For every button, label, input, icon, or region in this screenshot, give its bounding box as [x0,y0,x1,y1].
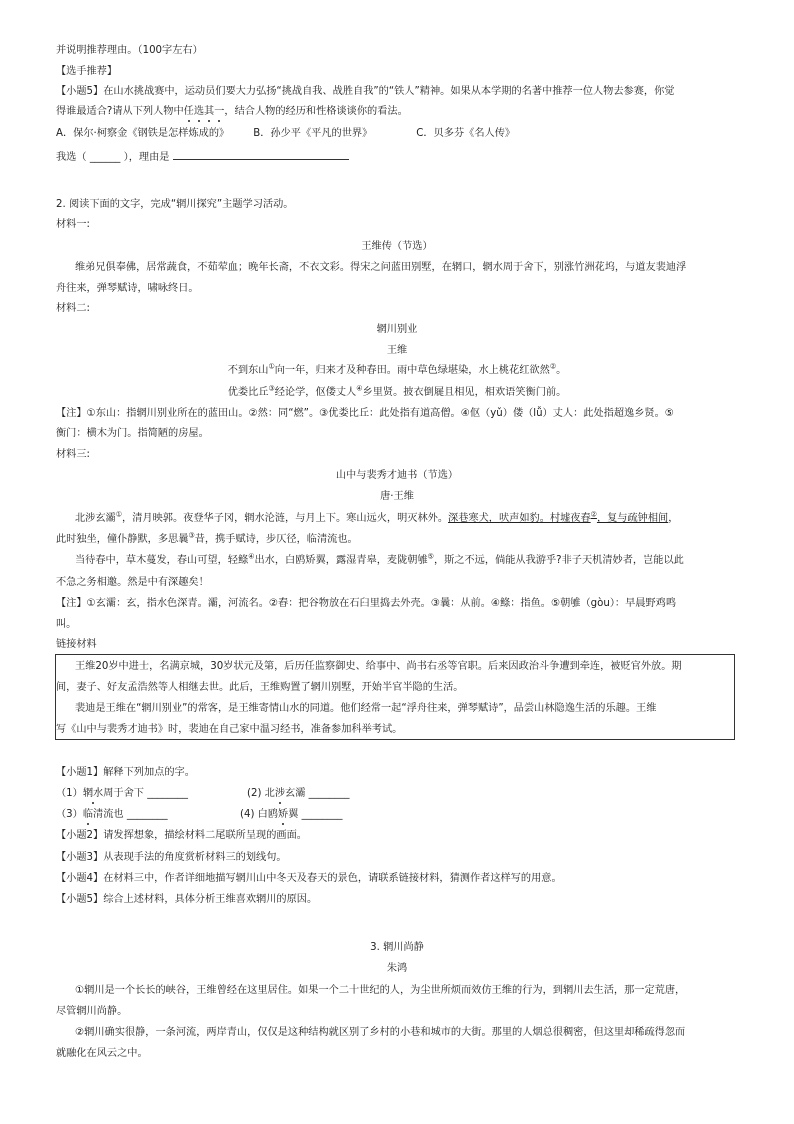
poem-author: 王维 [386,345,408,356]
dotted-char: 选 [193,106,205,117]
paragraph-line: 王维20岁中进士，名满京城，30岁状元及第，后历任监察御史、给事中、尚书右丞等官职。后来因政治斗争遭到牵连，被贬官外放。期 [75,661,682,672]
paragraph-line: 不急之务相邀。然是中有深趣矣！ [56,577,209,588]
poem-line: 不到东山①向一年，归来才及种春田。雨中草色绿堪染，水上桃花红欲然②。 [227,362,567,376]
paragraph-line: 当待春中，草木蔓发，春山可望，轻鲦④出水，白鸥矫翼，露湿青皋，麦陇朝雊⑤，斯之不远，倘能从我游乎?非子天机清妙者，岂能以此 [75,552,684,566]
material-title: 王维传（节选） [361,241,433,252]
question-5-line: 得谁最适合?请从下列人物中任选其一，结合人物的经历和性格谈谈你的看法。 [56,106,408,117]
question-5: 【小题5】综合上述材料，具体分析王维喜欢辋川的原因。 [56,894,318,905]
paragraph-line: 裴迪是王维在“辋川别业”的常客，是王维寄情山水的同道。他们经常一起“浮舟往来，弹琴赋诗”，品尝山林隐逸生活的乐趣。王维 [75,703,657,714]
question-1: 【小题1】解释下列加点的字。 [56,767,195,778]
material-label: 材料一: [56,219,90,230]
paragraph-line: 间，妻子、好友孟浩然等人相继去世。此后，王维购置了辋川别墅，开始半官半隐的生活。 [56,682,464,693]
link-material-label: 链接材料 [56,639,97,650]
reason-blank[interactable] [173,149,349,160]
option-c: C．贝多芬《名人传》 [416,128,516,139]
question-3: 【小题3】从表现手法的角度赏析材料三的划线句。 [56,852,287,863]
material-label: 材料二: [56,303,90,314]
answer-blank[interactable]: ________ [147,788,188,799]
answer-line: 我选（ ______ ），理由是 [56,149,349,165]
question-1-row: （1）辋水周于舍下 ________ [56,788,188,799]
material-author: 唐·王维 [380,491,414,502]
material-title: 山中与裴秀才迪书（节选） [335,470,459,481]
poem-title: 辋川别业 [376,324,418,335]
dotted-char: 辋水 [82,788,104,799]
paragraph-line: 维弟兄俱奉佛，居常蔬食，不茹荤血；晚年长斋，不衣文彩。得宋之问蓝田别墅，在辋口，辋水周于舍下，别涨竹洲花坞，与道友裴迪浮 [75,262,687,273]
question-1-row: (4) 白鸥矫翼 ________ [240,809,343,820]
note-line: 【注】①玄灞：玄，指水色深青。灞，河流名。②舂：把谷物放在石臼里捣去外壳。③曩：从前。④鲦：指鱼。⑤朝雊（gòu）：早晨野鸡鸣 [56,598,677,609]
answer-blank[interactable]: ________ [301,809,343,820]
note-line: 【注】①东山：指辋川别业所在的蓝田山。②然：同“燃”。③优娄比丘：此处指有道高僧。④伛（yǔ）偻（lǚ）丈人：此处指超逸乡贤。⑤ [56,408,674,419]
dotted-char: 涉 [274,788,286,799]
dotted-char: 矫 [278,809,289,820]
question-1-row: (2) 北涉玄灞 ________ [247,788,350,799]
answer-blank[interactable]: ______ [89,152,121,163]
text-line: 并说明推荐理由。（100字左右） [56,45,203,56]
poem-line: 优娄比丘③经论学，伛偻丈人④乡里贤。披衣倒屣且相见，相欢语笑衡门前。 [227,384,567,398]
paragraph-line: ②辋川确实很静，一条河流，两岸青山，仅仅是这种结构就区别了乡村的小巷和城市的大街。那里的人烟总很稠密，但这里却稀疏得忽而 [75,1027,686,1038]
question-2: 【小题2】请发挥想象，描绘材料二尾联所呈现的画面。 [56,830,307,841]
article-title: 3. 辋川尚静 [370,942,424,953]
underlined-sentence: ，复与疏钟相间 [596,513,669,524]
dotted-char: 其 [204,106,215,117]
options-line [56,127,515,141]
paragraph-line: 尽管辋川尚静。 [56,1006,128,1017]
dotted-char: 任 [183,106,194,117]
question-5-line: 【小题5】在山水挑战赛中，运动员们要大力弘扬“挑战自我、战胜自我”的“铁人”精神。如果从本学期的名著中推荐一位人物去参赛，你觉 [56,86,675,97]
section-title: 2. 阅读下面的文字，完成“辋川探究”主题学习活动。 [56,199,294,210]
emphasized-text [184,106,225,117]
dotted-char: 一 [214,106,225,117]
question-1-row: （3）临清流也 ________ [56,809,168,820]
option-a: A．保尔·柯察金《钢铁是怎样炼成的》 [56,128,230,139]
dotted-char: 临 [82,809,94,820]
article-author: 朱鸿 [386,963,408,974]
answer-blank[interactable]: ________ [126,809,168,820]
paragraph-line: 北涉玄灞①，清月映郭。夜登华子冈，辋水沦涟，与月上下。寒山远火，明灭林外。深巷寒犬，吠声如豹。村墟夜舂②，复与疏钟相间， [75,510,679,524]
question-4: 【小题4】在材料三中，作者详细地描写辋川山中冬天及春天的景色，请联系链接材料，猜测作者这样写的用意。 [56,873,562,884]
answer-blank[interactable]: ________ [308,788,350,799]
note-line: 衡门：横木为门。指简陋的房屋。 [56,428,209,439]
paragraph-line: 写《山中与裴秀才迪书》时，裴迪在自己家中温习经书，准备参加科举考试。 [56,724,403,735]
paragraph-line: 就融化在风云之中。 [56,1048,148,1059]
paragraph-line: 此时独坐，僮仆静默，多思曩③昔，携手赋诗，步仄径，临清流也。 [56,531,358,545]
section-heading: 【选手推荐】 [56,66,118,77]
option-b: B．孙少平《平凡的世界》 [253,128,373,139]
material-label: 材料三: [56,449,90,460]
paragraph-line: ①辋川是一个长长的峡谷，王维曾经在这里居住。如果一个二十世纪的人，为尘世所烦而效仿王维的行为，到辋川去生活，那一定荒唐， [75,985,686,996]
paragraph-line: 舟往来，弹琴赋诗，啸咏终日。 [56,283,199,294]
note-line: 叫。 [56,619,77,630]
underlined-sentence: 深巷寒犬，吠声如豹。村墟夜舂 [448,513,591,524]
